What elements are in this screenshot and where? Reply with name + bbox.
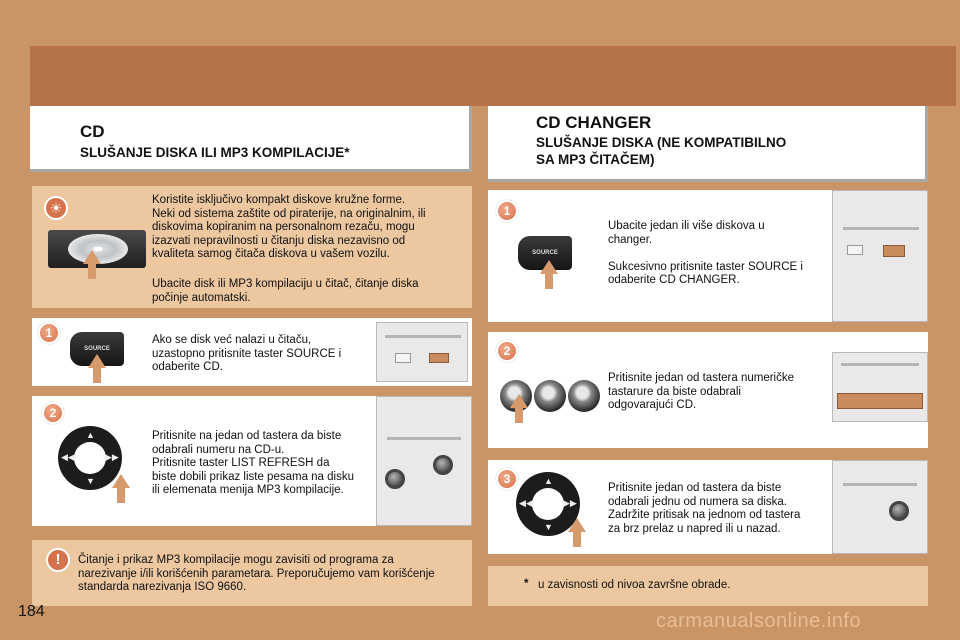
intro-paragraph-1: Koristite isključivo kompakt diskove kružne forme. Neki od sistema zaštite od piraterije, na originalnim, ili diskovima kopiranim na personalnom rezaču, mogu izazvati nepravilnosti u čitanju diska nezavisno od kvaliteta samog čitača diskova u vašem vozilu. xyxy=(152,194,426,260)
fast-forward-icon: ▶▶ xyxy=(563,498,577,508)
radio-panel-image xyxy=(832,352,928,422)
footnote-text: u zavisnosti od nivoa završne obrade. xyxy=(538,579,731,591)
arrow-down-icon: ▼ xyxy=(544,522,553,532)
highlighted-number-buttons xyxy=(837,393,923,409)
arrow-up-icon xyxy=(510,394,528,408)
highlighted-source-button xyxy=(429,353,449,363)
nav-pad-center xyxy=(532,488,564,520)
step-badge: 2 xyxy=(42,402,64,424)
step-badge: 3 xyxy=(496,468,518,490)
rewind-icon: ◀◀ xyxy=(519,498,533,508)
source-button-image: SOURCE xyxy=(70,332,124,366)
highlighted-source-button xyxy=(883,245,905,257)
cd-slot xyxy=(387,437,461,440)
sun-icon: ☀ xyxy=(44,196,68,220)
arrow-up-icon xyxy=(83,250,101,264)
left-title-box xyxy=(30,106,472,172)
step-badge: 1 xyxy=(496,200,518,222)
nav-pad-center xyxy=(74,442,106,474)
right-step-3-text: Pritisnite jedan od tastera da biste odabrali jednu od numera sa diska. Zadržite pritisak na jednom od tastera za brz prelaz u napred ili u nazad. xyxy=(608,482,801,535)
arrow-stem xyxy=(117,487,125,503)
step-badge: 1 xyxy=(38,322,60,344)
source-button-image: SOURCE xyxy=(518,236,572,270)
step-badge: 2 xyxy=(496,340,518,362)
right-step-1-text: Ubacite jedan ili više diskova u changer. Sukcesivno pritisnite taster SOURCE i odaberite CD CHANGER. xyxy=(608,220,803,286)
left-step-1-panel xyxy=(32,318,472,386)
right-step-2-panel xyxy=(488,332,928,448)
radio-panel-image xyxy=(376,322,468,382)
intro-paragraph-2: Ubacite disk ili MP3 kompilaciju u čitač, čitanje diska počinje automatski. xyxy=(152,278,419,304)
arrow-up-icon xyxy=(112,474,130,488)
number-button-3 xyxy=(568,380,600,412)
cd-slot xyxy=(843,227,919,230)
arrow-down-icon: ▼ xyxy=(86,476,95,486)
selector-knob xyxy=(433,455,453,475)
arrow-stem xyxy=(545,273,553,289)
left-warning-panel xyxy=(32,540,472,606)
right-footnote-panel xyxy=(488,566,928,606)
left-step-2-panel xyxy=(32,396,472,526)
footnote-star: * xyxy=(524,578,529,590)
fast-forward-icon: ▶▶ xyxy=(105,452,119,462)
warning-icon: ! xyxy=(46,548,70,572)
left-subtitle: SLUŠANJE DISKA ILI MP3 KOMPILACIJE* xyxy=(80,145,350,160)
selector-knob xyxy=(889,501,909,521)
cd-slot xyxy=(385,335,461,338)
cd-slot xyxy=(843,483,917,486)
right-step-3-panel xyxy=(488,460,928,554)
arrow-up-icon xyxy=(568,518,586,532)
radio-panel-image xyxy=(832,190,928,322)
arrow-up-icon: ▲ xyxy=(86,430,95,440)
header-band xyxy=(30,46,956,106)
arrow-up-icon: ▲ xyxy=(544,476,553,486)
radio-panel-image xyxy=(832,460,928,554)
radio-button xyxy=(847,245,863,255)
arrow-up-icon xyxy=(88,354,106,368)
warning-text: Čitanje i prikaz MP3 kompilacije mogu zavisiti od programa za narezivanje i/ili korišćenih parametara. Preporučujemo vam korišćenje standarda narezivanja ISO 9660. xyxy=(78,554,435,593)
right-step-2-text: Pritisnite jedan od tastera numeričke tastarure da biste odabrali odgovarajući CD. xyxy=(608,372,795,411)
arrow-stem xyxy=(88,263,96,279)
arrow-stem xyxy=(515,407,523,423)
right-title-box xyxy=(488,106,928,182)
arrow-up-icon xyxy=(540,260,558,274)
volume-knob xyxy=(385,469,405,489)
page-number: 184 xyxy=(18,603,45,620)
radio-button xyxy=(395,353,411,363)
number-button-2 xyxy=(534,380,566,412)
rewind-icon: ◀◀ xyxy=(61,452,75,462)
left-title: CD xyxy=(80,122,105,141)
right-subtitle: SLUŠANJE DISKA (NE KOMPATIBILNO SA MP3 ČITAČEM) xyxy=(536,135,787,167)
right-step-1-panel xyxy=(488,190,928,322)
watermark: carmanualsonline.info xyxy=(656,610,862,632)
left-intro-panel xyxy=(32,186,472,308)
left-step-2-text: Pritisnite na jedan od tastera da biste odabrali numeru na CD-u. Pritisnite taster LIST REFRESH da biste dobili prikaz liste pesama na disku ili elemenata menija MP3 kompilacije. xyxy=(152,430,354,496)
arrow-stem xyxy=(93,367,101,383)
cd-slot xyxy=(841,363,919,366)
arrow-stem xyxy=(573,531,581,547)
right-title: CD CHANGER xyxy=(536,113,652,132)
left-step-1-text: Ako se disk već nalazi u čitaču, uzastopno pritisnite taster SOURCE i odaberite CD. xyxy=(152,334,342,373)
radio-panel-image xyxy=(376,396,472,526)
